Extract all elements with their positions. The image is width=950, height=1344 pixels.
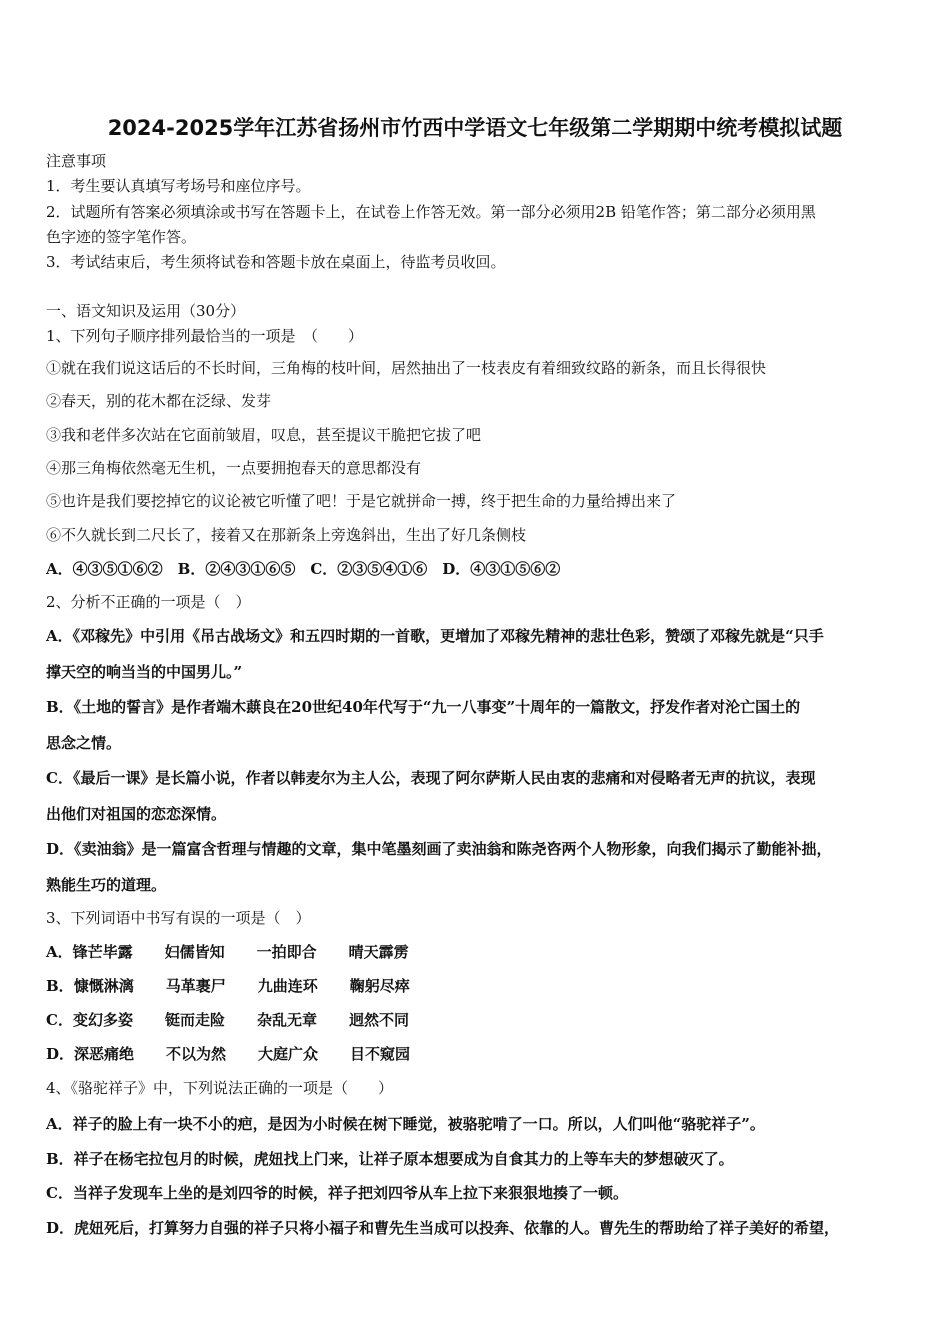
- q3-option: [46, 1044, 442, 1064]
- question-stem: 1、下列句子顺序排列最恰当的一项是 （ ）: [46, 327, 364, 345]
- option-letter: A．: [46, 943, 73, 961]
- option-letter: D．: [46, 1045, 75, 1063]
- page-title: 2024-2025学年江苏省扬州市竹西中学语文七年级第二学期期中统考模拟试题: [107, 116, 843, 140]
- q1-sentence: ⑤也许是我们要挖掉它的议论被它听懂了吧！于是它就拼命一搏，终于把生命的力量给搏出来了: [46, 492, 677, 510]
- option-word: 不以为然: [166, 1045, 227, 1063]
- q3-option: [46, 976, 442, 996]
- option-word: 鞠躬尽瘁: [349, 977, 410, 995]
- option-word: 杂乱无章: [256, 1011, 317, 1029]
- question-stem: 2、分析不正确的一项是（ ）: [46, 593, 251, 611]
- q4-option-line: D．虎妞死后，打算努力自强的祥子只将小福子和曹先生当成可以投奔、依靠的人。曹先生的帮助给了祥子美好的希望，: [46, 1219, 840, 1237]
- q2-option-line: 撑天空的响当当的中国男儿。”: [46, 663, 243, 681]
- notice-item: 色字迹的签字笔作答。: [46, 228, 197, 246]
- option-word: 大庭广众: [258, 1045, 319, 1063]
- q4-option-line: A．祥子的脸上有一块不小的疤，是因为小时候在树下睡觉，被骆驼啃了一口。所以，人们叫他“骆驼祥子”。: [46, 1115, 765, 1133]
- q2-option-line: 思念之情。: [46, 734, 122, 752]
- question-stem: 4、《骆驼祥子》中，下列说法正确的一项是（ ）: [46, 1079, 394, 1097]
- option-word: 目不窥园: [350, 1045, 411, 1063]
- notice-item: 2．试题所有答案必须填涂或书写在答题卡上，在试卷上作答无效。第一部分必须用2B 铅笔作答；第二部分必须用黑: [46, 203, 816, 221]
- option-word: 妇儒皆知: [164, 943, 225, 961]
- q1-sentence: ⑥不久就长到二尺长了，接着又在那新条上旁逸斜出，生出了好几条侧枝: [46, 526, 527, 544]
- option-word: 慷慨淋漓: [73, 977, 134, 995]
- q1-sentence: ①就在我们说这话后的不长时间，三角梅的枝叶间，居然抽出了一枝表皮有着细致纹路的新条，而且长得很快: [46, 359, 767, 377]
- q2-option-line: 熟能生巧的道理。: [46, 876, 167, 894]
- q1-sentence: ③我和老伴多次站在它面前皱眉，叹息，甚至提议干脆把它拔了吧: [46, 426, 482, 444]
- q4-option-line: B．祥子在杨宅拉包月的时候，虎妞找上门来，让祥子原本想要成为自食其力的上等车夫的梦想破灭了。: [46, 1150, 734, 1168]
- q2-option-line: B．《土地的誓言》是作者端木蕻良在20世纪40年代写于“九一八事变”十周年的一篇散文，抒发作者对沦亡国土的: [46, 698, 801, 716]
- q3-option: [46, 1010, 441, 1030]
- q1-options: A．④③⑤①⑥② B．②④③①⑥⑤ C．②③⑤④①⑥ D．④③①⑤⑥②: [46, 560, 561, 578]
- q4-option-line: C．当祥子发现车上坐的是刘四爷的时候，祥子把刘四爷从车上拉下来狠狠地揍了一顿。: [46, 1184, 628, 1202]
- q2-option-line: C．《最后一课》是长篇小说，作者以韩麦尔为主人公，表现了阿尔萨斯人民由衷的悲痛和对侵略者无声的抗议，表现: [46, 769, 816, 787]
- notice-item: 3．考试结束后，考生须将试卷和答题卡放在桌面上，待监考员收回。: [46, 253, 506, 271]
- question-stem: 3、下列词语中书写有误的一项是（ ）: [46, 909, 311, 927]
- option-letter: C．: [46, 1011, 73, 1029]
- option-letter: B．: [46, 977, 74, 995]
- notice-heading: 注意事项: [46, 152, 107, 170]
- q2-option-line: 出他们对祖国的恋恋深情。: [46, 805, 227, 823]
- option-word: 锋芒毕露: [72, 943, 133, 961]
- q1-sentence: ②春天，别的花木都在泛绿、发芽: [46, 392, 272, 410]
- section-heading: 一、语文知识及运用（30分）: [46, 302, 246, 320]
- option-word: 铤而走险: [164, 1011, 225, 1029]
- q3-option: [46, 942, 441, 962]
- option-word: 一拍即合: [256, 943, 317, 961]
- q2-option-line: A．《邓稼先》中引用《吊古战场文》和五四时期的一首歌，更增加了邓稼先精神的悲壮色彩，赞颂了邓稼先就是“只手: [46, 627, 824, 645]
- option-word: 深恶痛绝: [74, 1045, 135, 1063]
- option-word: 变幻多姿: [72, 1011, 133, 1029]
- option-word: 九曲连环: [257, 977, 318, 995]
- option-word: 迥然不同: [348, 1011, 409, 1029]
- option-word: 马革裹尸: [165, 977, 226, 995]
- q1-sentence: ④那三角梅依然毫无生机，一点要拥抱春天的意思都没有: [46, 459, 422, 477]
- q2-option-line: D．《卖油翁》是一篇富含哲理与情趣的文章，集中笔墨刻画了卖油翁和陈尧咨两个人物形象，向我们揭示了勤能补拙，: [46, 840, 832, 858]
- option-word: 晴天霹雳: [348, 943, 409, 961]
- notice-item: 1．考生要认真填写考场号和座位序号。: [46, 177, 311, 195]
